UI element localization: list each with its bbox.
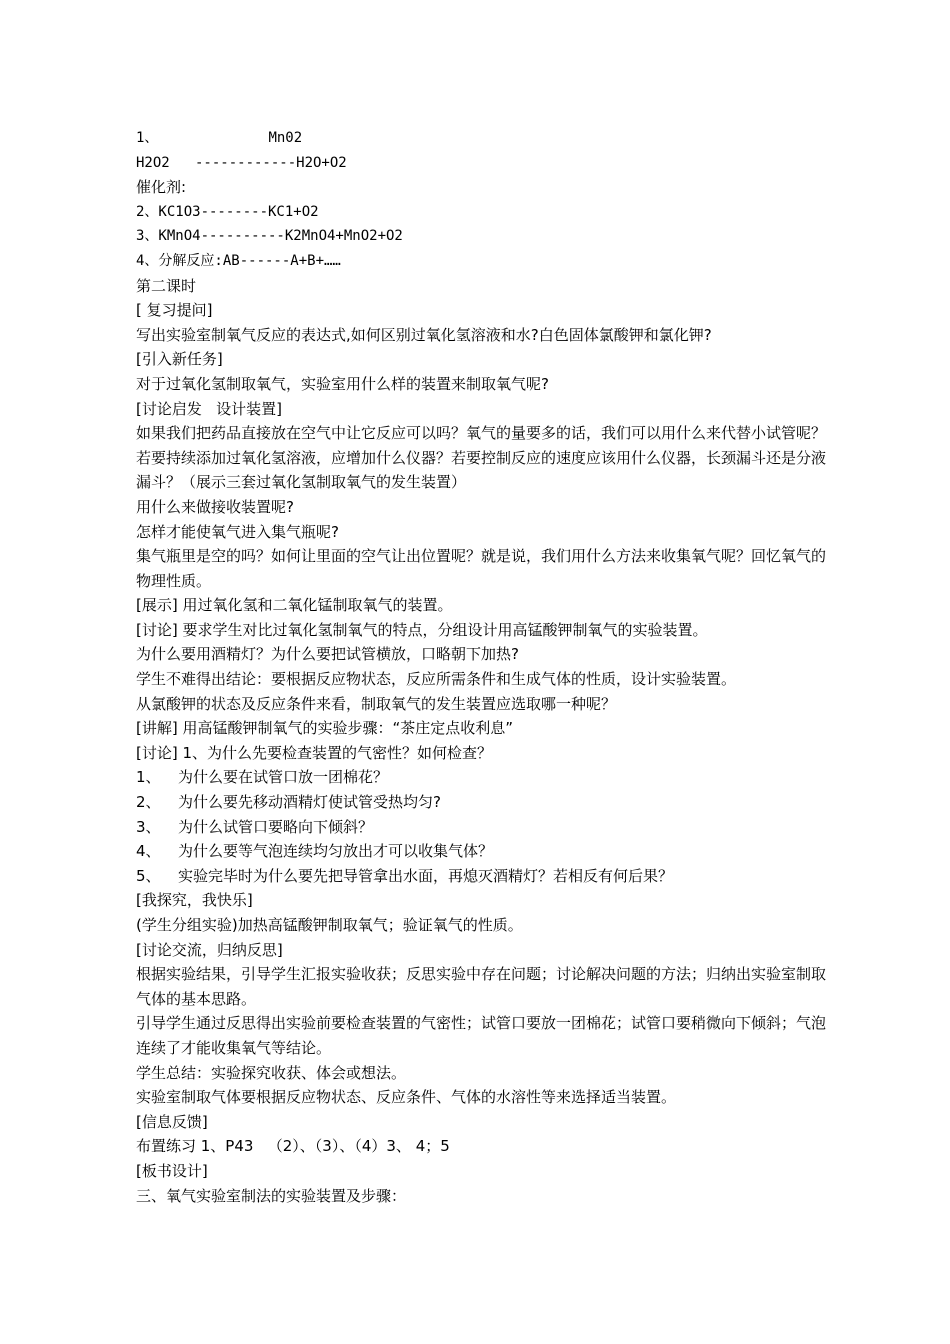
- board-header: [板书设计]: [136, 1161, 208, 1180]
- list-item-number: 3、: [136, 817, 161, 836]
- list-item: [136, 864, 826, 889]
- list-item-text: 为什么要在试管口放一团棉花？: [178, 768, 389, 787]
- equation-1-catalyst: Mn02: [268, 130, 303, 146]
- list-item: [136, 765, 826, 790]
- explore-text: (学生分组实验)加热高锰酸钾制取氧气；验证氧气的性质。: [136, 916, 523, 934]
- equation-1-label: 1、: [136, 130, 159, 146]
- list-item-number: 4、: [136, 842, 161, 861]
- question-enter: 怎样才能使氧气进入集气瓶呢?: [136, 522, 339, 541]
- discuss-airtight: [讨论] 1、为什么先要检查装置的气密性？如何检查？: [136, 743, 493, 762]
- catalyst-label: 催化剂:: [136, 178, 187, 197]
- list-item-number: 1、: [136, 768, 161, 787]
- board-text: 三、氧气实验室制法的实验装置及步骤：: [136, 1186, 407, 1205]
- feedback-text: 布置练习 1、P43 （2）、（3）、（4）3、 4；5: [136, 1137, 450, 1156]
- question-kclo3: 从氯酸钾的状态及反应条件来看，制取氧气的发生装置应选取哪一种呢？: [136, 694, 617, 713]
- summary-header: [讨论交流，归纳反思]: [136, 940, 283, 959]
- student-summary: 学生总结：实验探究收获、体会或想法。: [136, 1063, 407, 1082]
- discuss-kmno4: [讨论] 要求学生对比过氧化氢制氧气的特点，分组设计用高锰酸钾制氧气的实验装置。: [136, 620, 708, 639]
- lab-rule: 实验室制取气体要根据反应物状态、反应条件、气体的水溶性等来选择适当装置。: [136, 1088, 677, 1107]
- question-receive: 用什么来做接收装置呢?: [136, 497, 294, 516]
- list-item-text: 为什么要先移动酒精灯使试管受热均匀?: [178, 793, 441, 812]
- lecture-line: [讲解] 用高锰酸钾制氧气的实验步骤：“茶庄定点收利息”: [136, 719, 514, 738]
- discuss-design-header: [讨论启发 设计装置]: [136, 399, 283, 418]
- list-item: [136, 839, 826, 864]
- list-item-text: 为什么试管口要略向下倾斜？: [178, 817, 374, 836]
- document-body: [136, 126, 826, 1208]
- review-text: 写出实验室制氧气反应的表达式,如何区别过氧化氢溶液和水?白色固体氯酸钾和氯化钾?: [136, 325, 712, 344]
- list-item: [136, 790, 826, 815]
- discuss-design-text: 如果我们把药品直接放在空气中让它反应可以吗？氧气的量要多的话，我们可以用什么来代替小试管呢？若要持续添加过氧化氢溶液，应增加什么仪器？若要控制反应的速度应该用什么仪器，长颈漏斗还是分液漏斗？（展示三套过氧化氢制取氧气的发生装置）: [136, 424, 827, 492]
- review-header: [ 复习提问]: [136, 301, 213, 320]
- summary-text-1: 根据实验结果，引导学生汇报实验收获；反思实验中存在问题；讨论解决问题的方法；归纳出实验室制取气体的基本思路。: [136, 965, 827, 1008]
- explore-header: [我探究，我快乐]: [136, 891, 253, 910]
- list-item-text: 为什么要等气泡连续均匀放出才可以收集气体？: [178, 842, 494, 861]
- equation-1-header: [136, 126, 826, 151]
- conclusion-line: 学生不难得出结论：要根据反应物状态，反应所需条件和生成气体的性质，设计实验装置。: [136, 670, 737, 689]
- new-task-header: [引入新任务]: [136, 350, 223, 369]
- list-item-text: 实验完毕时为什么要先把导管拿出水面，再熄灭酒精灯？若相反有何后果？: [178, 866, 674, 885]
- lesson-title: 第二课时: [136, 276, 197, 295]
- feedback-header: [信息反馈]: [136, 1112, 208, 1131]
- equation-1-body: H2O2 ------------H2O+O2: [136, 154, 347, 171]
- list-item: [136, 815, 826, 840]
- show-line: [展示] 用过氧化氢和二氧化锰制取氧气的装置。: [136, 596, 453, 615]
- question-empty: 集气瓶里是空的吗？如何让里面的空气让出位置呢？就是说，我们用什么方法来收集氧气呢？回忆氧气的物理性质。: [136, 547, 827, 590]
- new-task-text: 对于过氧化氢制取氧气，实验室用什么样的装置来制取氧气呢?: [136, 374, 549, 393]
- question-lamp: 为什么要用酒精灯？为什么要把试管横放，口略朝下加热?: [136, 645, 519, 664]
- equation-2: 2、KC1O3--------KC1+O2: [136, 203, 319, 220]
- list-item-number: 5、: [136, 866, 161, 885]
- summary-text-2: 引导学生通过反思得出实验前要检查装置的气密性；试管口要放一团棉花；试管口要稍微向下倾斜；气泡连续了才能收集氧气等结论。: [136, 1014, 827, 1057]
- equation-3: 3、KMnO4----------K2MnO4+MnO2+O2: [136, 228, 403, 245]
- equation-4: 4、分解反应:AB------A+B+……: [136, 252, 341, 269]
- list-item-number: 2、: [136, 793, 161, 812]
